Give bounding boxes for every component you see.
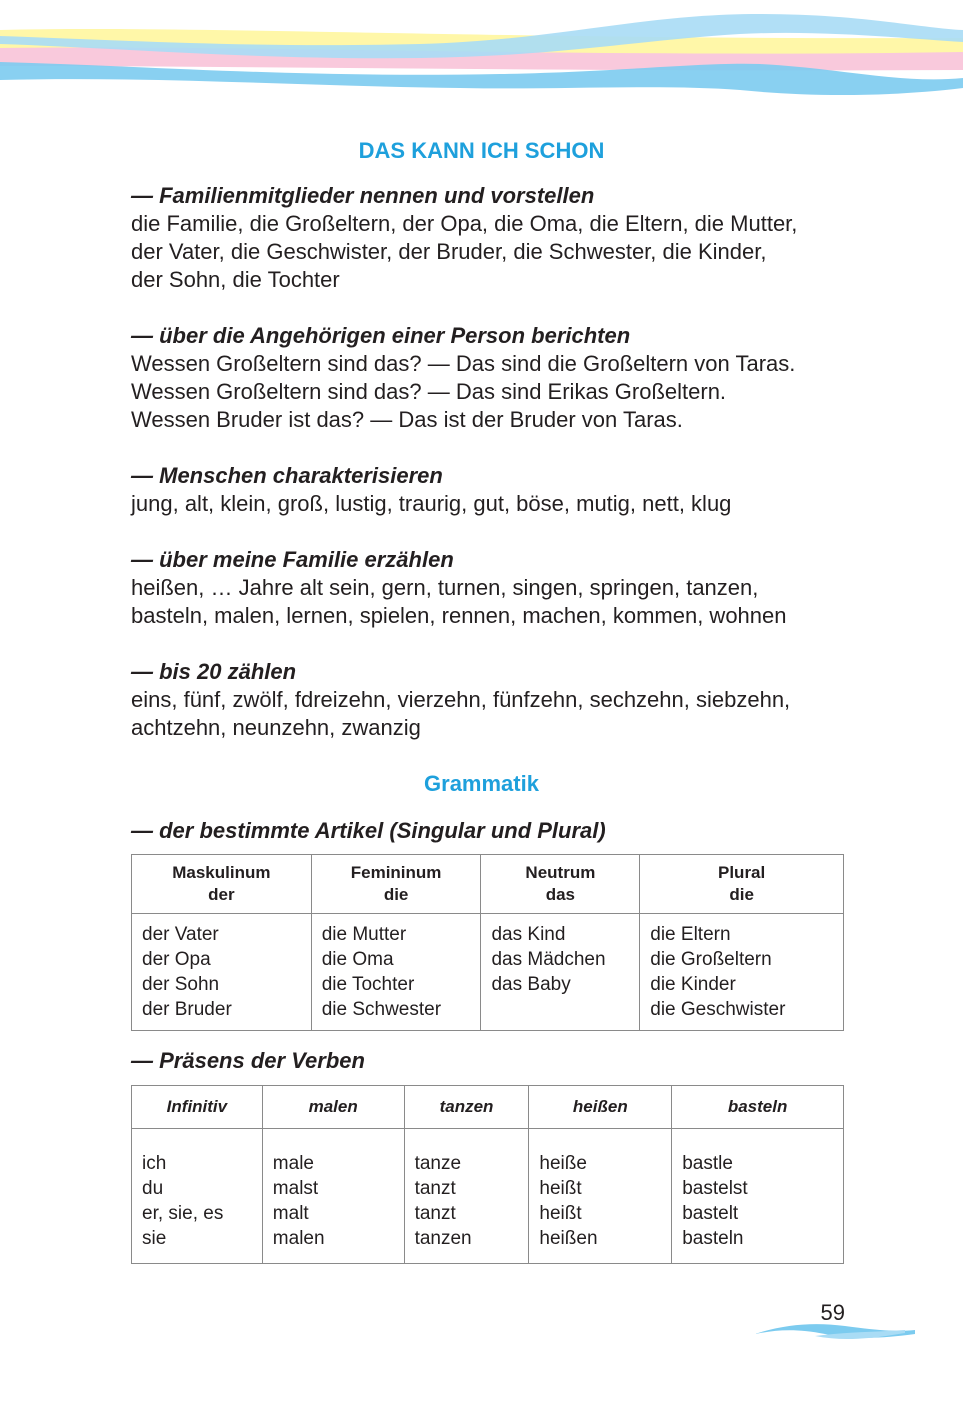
table-cell: heiße heißt heißt heißen (529, 1129, 672, 1264)
table-cell: das Kind das Mädchen das Baby (481, 914, 640, 1031)
table-cell: male malst malt malen (262, 1129, 404, 1264)
table-header-row (132, 1086, 844, 1129)
table-header-cell: Femininum die (311, 855, 481, 914)
page-number: 59 (820, 1300, 845, 1325)
section-line: basteln, malen, lernen, spielen, rennen, machen, kommen, wohnen (131, 603, 787, 628)
page-title: DAS KANN ICH SCHON (358, 138, 605, 163)
table-cell: der Vater der Opa der Sohn der Bruder (132, 914, 312, 1031)
section-heading: — bis 20 zählen (131, 659, 297, 684)
section-body (131, 686, 845, 742)
section-heading: — über meine Familie erzählen (131, 547, 454, 572)
table-header-row (132, 855, 844, 914)
section-line: Wessen Bruder ist das? — Das ist der Bruder von Taras. (131, 407, 683, 432)
table-header-cell: Infinitiv (132, 1086, 263, 1129)
table-row (132, 914, 844, 1031)
section-line: Wessen Großeltern sind das? — Das sind die Großeltern von Taras. (131, 351, 796, 376)
bottom-wave-decoration (755, 1320, 915, 1350)
table-header-cell: heißen (529, 1086, 672, 1129)
table-header-cell: tanzen (404, 1086, 529, 1129)
verbs-table (131, 1085, 844, 1264)
table-header-cell: malen (262, 1086, 404, 1129)
section-line: die Familie, die Großeltern, der Opa, die Oma, die Eltern, die Mutter, (131, 211, 798, 236)
table-header-cell: Neutrum das (481, 855, 640, 914)
section-heading: — Familienmitglieder nennen und vorstellen (131, 183, 595, 208)
table-cell: die Eltern die Großeltern die Kinder die Geschwister (640, 914, 844, 1031)
section-heading: — Menschen charakterisieren (131, 463, 443, 488)
section-line: achtzehn, neunzehn, zwanzig (131, 715, 421, 740)
table-cell: bastle bastelst bastelt basteln (672, 1129, 844, 1264)
section-line: heißen, … Jahre alt sein, gern, turnen, singen, springen, tanzen, (131, 575, 759, 600)
table-header-cell: basteln (672, 1086, 844, 1129)
competency-sections (131, 182, 845, 742)
section-body (131, 574, 845, 630)
section-line: eins, fünf, zwölf, fdreizehn, vierzehn, fünfzehn, sechzehn, siebzehn, (131, 687, 791, 712)
section-line: jung, alt, klein, groß, lustig, traurig, gut, böse, mutig, nett, klug (131, 491, 732, 516)
table-row (132, 1129, 844, 1264)
articles-heading: — der bestimmte Artikel (Singular und Plural) (131, 818, 606, 843)
section-line: Wessen Großeltern sind das? — Das sind Erikas Großeltern. (131, 379, 727, 404)
table-header-cell: Maskulinum der (132, 855, 312, 914)
section-body (131, 210, 845, 294)
section-body (131, 350, 845, 434)
table-cell: tanze tanzt tanzt tanzen (404, 1129, 529, 1264)
table-cell: die Mutter die Oma die Tochter die Schwester (311, 914, 481, 1031)
verbs-heading: — Präsens der Verben (131, 1048, 365, 1073)
table-cell: ich du er, sie, es sie (132, 1129, 263, 1264)
section-body (131, 490, 845, 518)
section-heading: — über die Angehörigen einer Person berichten (131, 323, 631, 348)
grammar-title: Grammatik (424, 771, 539, 796)
table-header-cell: Plural die (640, 855, 844, 914)
top-wave-decoration (0, 0, 963, 110)
articles-table (131, 854, 844, 1031)
section-line: der Vater, die Geschwister, der Bruder, die Schwester, die Kinder, (131, 239, 767, 264)
section-line: der Sohn, die Tochter (131, 267, 340, 292)
